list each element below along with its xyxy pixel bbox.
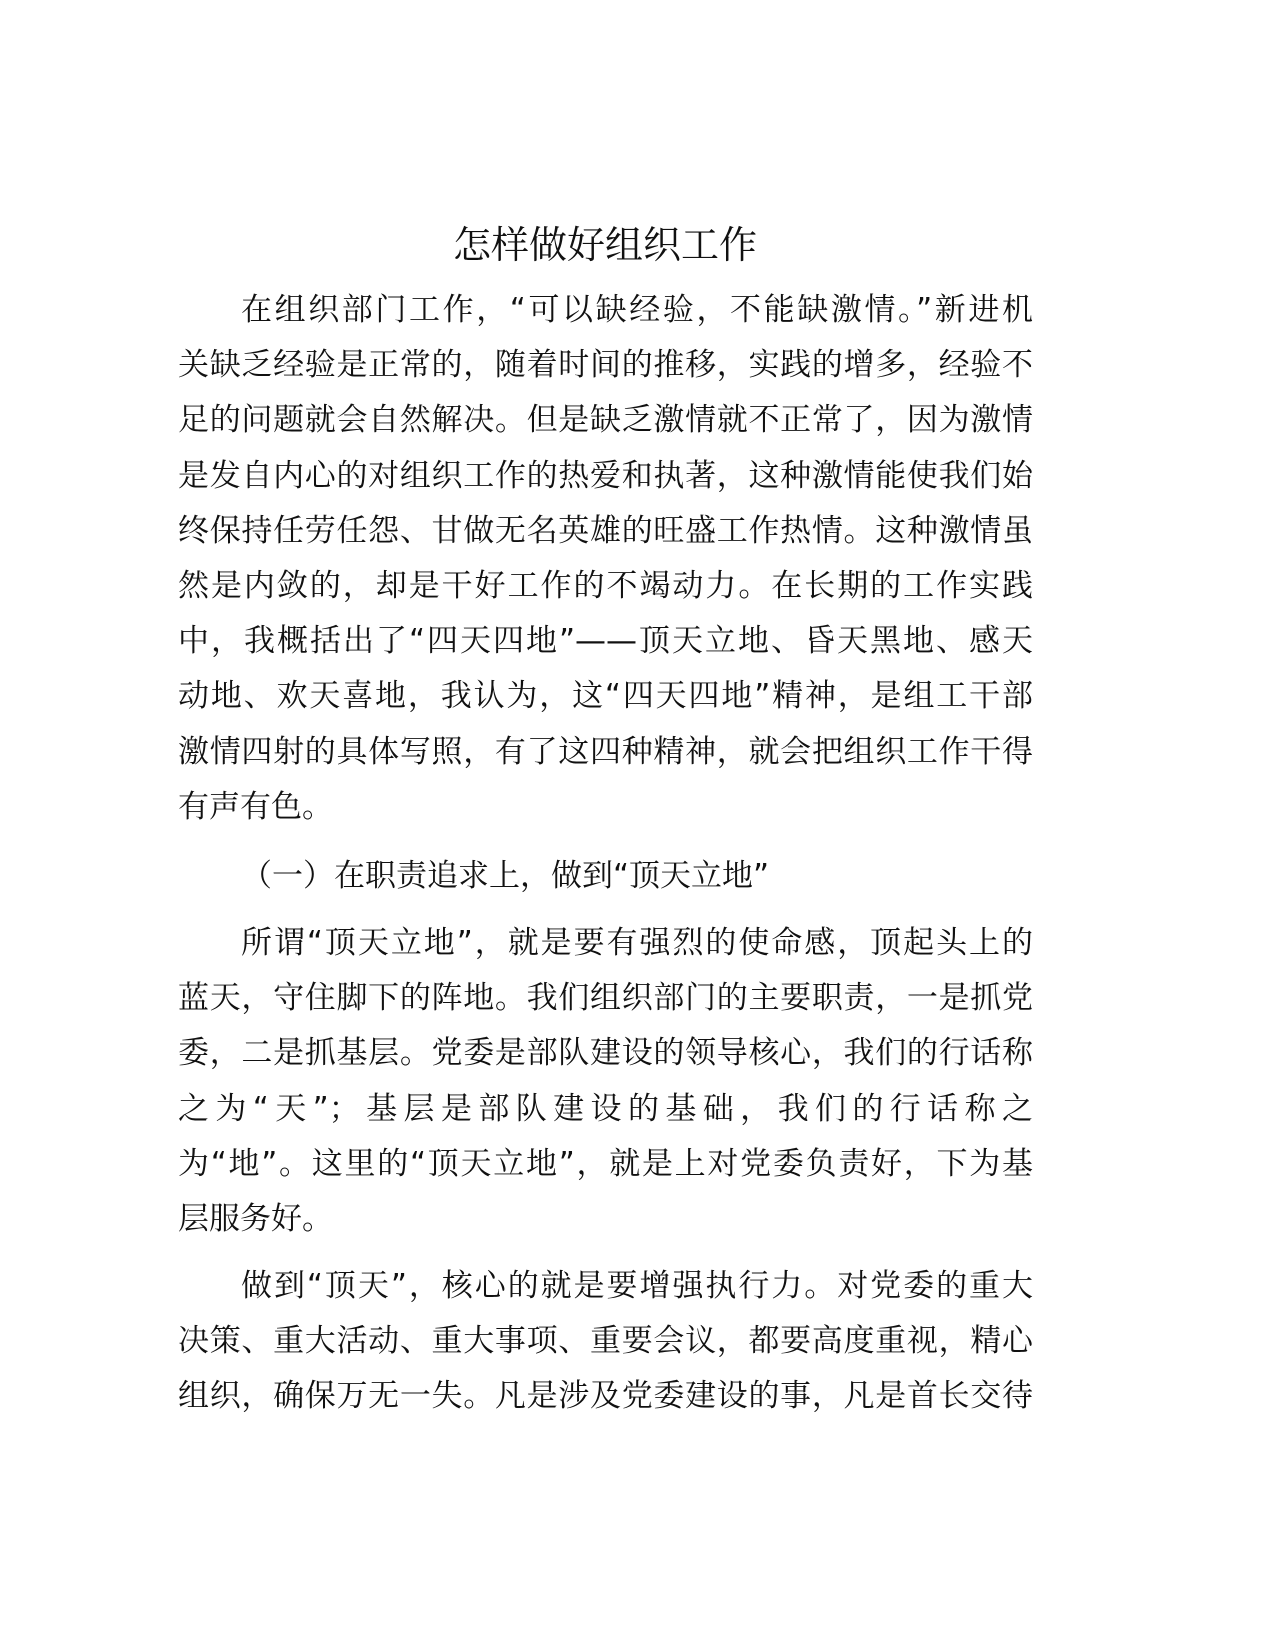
text-line: 终保持任劳任怨、甘做无名英雄的旺盛工作热情。这种激情虽 xyxy=(178,512,1033,549)
text-line: 激情四射的具体写照，有了这四种精神，就会把组织工作干得 xyxy=(178,733,1033,770)
text-line: 层服务好。 xyxy=(178,1200,333,1237)
text-line: 做到“顶天”，核心的就是要增强执行力。对党委的重大 xyxy=(241,1268,1033,1304)
text-line: 有声有色。 xyxy=(178,788,333,825)
text-line: 在组织部门工作，“可以缺经验，不能缺激情。”新进机 xyxy=(241,292,1033,328)
text-line: 为“地”。这里的“顶天立地”，就是上对党委负责好，下为基 xyxy=(178,1145,1033,1182)
paragraph-3 xyxy=(178,1259,1033,1425)
text-line: 决策、重大活动、重大事项、重要会议，都要高度重视，精心 xyxy=(178,1323,1033,1360)
section-heading: （一）在职责追求上，做到“顶天立地” xyxy=(241,858,770,894)
paragraph-2 xyxy=(178,916,1033,1247)
text-line: 动地、欢天喜地，我认为，这“四天四地”精神，是组工干部 xyxy=(178,678,1033,715)
text-line: 然是内敛的，却是干好工作的不竭动力。在长期的工作实践 xyxy=(178,567,1033,604)
text-line: 足的问题就会自然解决。但是缺乏激情就不正常了，因为激情 xyxy=(178,402,1033,439)
text-line: 之为“天”；基层是部队建设的基础，我们的行话称之 xyxy=(178,1090,1033,1127)
text-line: 组织，确保万无一失。凡是涉及党委建设的事，凡是首长交待 xyxy=(178,1378,1033,1415)
text-line: 关缺乏经验是正常的，随着时间的推移，实践的增多，经验不 xyxy=(178,347,1033,384)
text-line: 蓝天，守住脚下的阵地。我们组织部门的主要职责，一是抓党 xyxy=(178,980,1033,1017)
text-line: 中，我概括出了“四天四地”——顶天立地、昏天黑地、感天 xyxy=(178,623,1033,660)
text-line: 所谓“顶天立地”，就是要有强烈的使命感，顶起头上的 xyxy=(241,925,1033,961)
text-line: 委，二是抓基层。党委是部队建设的领导核心，我们的行话称 xyxy=(178,1035,1033,1072)
document-title: 怎样做好组织工作 xyxy=(452,223,757,267)
text-line: 是发自内心的对组织工作的热爱和执著，这种激情能使我们始 xyxy=(178,457,1033,494)
paragraph-1 xyxy=(178,283,1033,835)
